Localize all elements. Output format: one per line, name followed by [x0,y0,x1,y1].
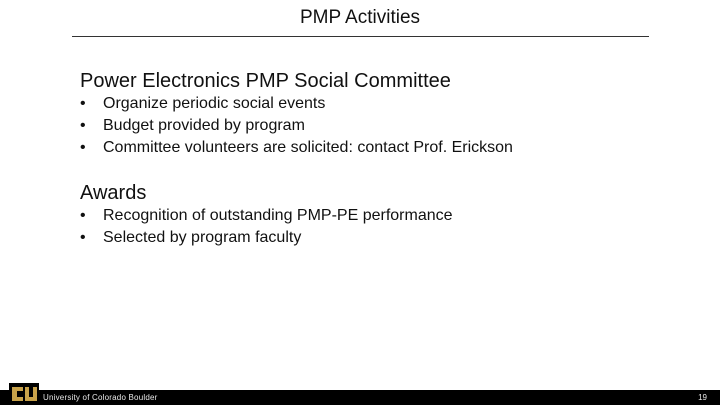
page-number: 19 [698,393,707,402]
bullet-icon: • [80,117,86,134]
title-divider [72,36,649,37]
bullet-item [80,205,453,227]
bullet-item [80,115,513,137]
cu-logo-icon [9,383,39,405]
bullet-text: Committee volunteers are solicited: contact Prof. Erickson [103,139,513,156]
awards-bullet-list [80,205,453,249]
bullet-icon: • [80,139,86,156]
section-heading-awards: Awards [80,182,147,204]
slide-title: PMP Activities [299,7,421,28]
bullet-item [80,93,513,115]
bullet-icon: • [80,229,86,246]
social-committee-bullet-list [80,93,513,159]
bullet-text: Budget provided by program [103,117,305,134]
bullet-item [80,137,513,159]
bullet-text: Recognition of outstanding PMP-PE performance [103,207,453,224]
bullet-text: Organize periodic social events [103,95,326,112]
footer-institution: University of Colorado Boulder [43,393,158,402]
bullet-text: Selected by program faculty [103,229,302,246]
bullet-item [80,227,453,249]
bullet-icon: • [80,207,86,224]
bullet-icon: • [80,95,86,112]
section-heading-social-committee: Power Electronics PMP Social Committee [80,70,451,92]
